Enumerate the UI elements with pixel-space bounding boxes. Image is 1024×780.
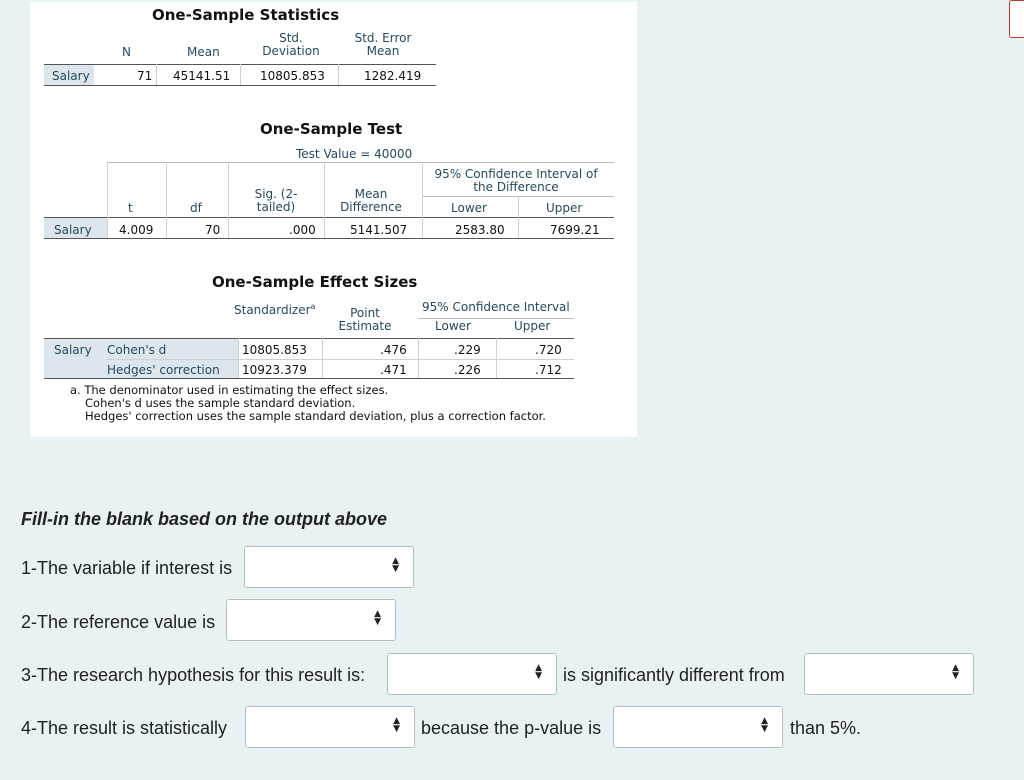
cell-mean: 45141.51	[173, 69, 231, 83]
q4-middle-text: because the p-value is	[421, 718, 602, 738]
q4-text: 4-The result is statistically	[21, 718, 228, 738]
row-label: Salary	[52, 69, 90, 83]
cell-upper: .720	[535, 343, 562, 357]
cell-sig: .000	[289, 223, 316, 237]
footnote: Hedges' correction uses the sample standard deviation, plus a correction factor.	[85, 409, 546, 423]
cell-t: 4.009	[119, 223, 154, 237]
header-sig: Sig. (2- tailed)	[254, 187, 298, 214]
q2-select[interactable]	[226, 599, 396, 641]
cell-mean-difference: 5141.507	[350, 223, 408, 237]
variable-label: Salary	[54, 343, 92, 357]
header-upper: Upper	[546, 201, 583, 215]
q3-middle-text: is significantly different from	[563, 665, 785, 685]
cell-n: 71	[137, 69, 153, 83]
up-down-arrows-icon: ▲ ▼	[952, 663, 959, 681]
header-lower: Lower	[451, 201, 487, 215]
cell-point-estimate: .476	[380, 343, 407, 357]
q1-select[interactable]	[244, 546, 414, 588]
top-right-control[interactable]	[1009, 0, 1024, 38]
cell-standardizer: 10923.379	[242, 363, 307, 377]
header-std-error-mean: Std. Error Mean	[354, 31, 412, 58]
cell-lower: .226	[454, 363, 481, 377]
header-upper: Upper	[514, 319, 551, 333]
cell-lower: .229	[454, 343, 481, 357]
q3-select-2[interactable]	[804, 653, 974, 695]
header-mean-difference: Mean Difference	[340, 187, 402, 214]
header-mean: Mean	[187, 45, 220, 59]
q1-text: 1-The variable if interest is	[21, 558, 233, 578]
footnote: a. The denominator used in estimating the effect sizes.	[70, 383, 389, 397]
up-down-arrows-icon: ▲ ▼	[393, 716, 400, 734]
row-label: Salary	[54, 223, 92, 237]
measure-label: Cohen's d	[107, 343, 167, 357]
cell-point-estimate: .471	[380, 363, 407, 377]
cell-upper: 7699.21	[550, 223, 600, 237]
cell-lower: 2583.80	[455, 223, 505, 237]
measure-label: Hedges' correction	[107, 363, 220, 377]
test-title: One-Sample Test	[260, 120, 403, 138]
header-lower: Lower	[435, 319, 471, 333]
up-down-arrows-icon: ▲ ▼	[535, 663, 542, 681]
cell-upper: .712	[535, 363, 562, 377]
up-down-arrows-icon: ▲ ▼	[374, 609, 381, 627]
q4-end-text: than 5%.	[790, 718, 862, 738]
q2-text: 2-The reference value is	[21, 612, 216, 632]
header-ci: 95% Confidence Interval of the Difference	[434, 167, 598, 194]
statistics-title: One-Sample Statistics	[152, 6, 340, 24]
cell-std-deviation: 10805.853	[260, 69, 325, 83]
q4-select-1[interactable]	[245, 706, 415, 748]
test-value: Test Value = 40000	[296, 147, 413, 161]
q4-select-2[interactable]	[613, 706, 783, 748]
effect-sizes-title: One-Sample Effect Sizes	[212, 273, 418, 291]
header-std-deviation: Std. Deviation	[262, 31, 320, 58]
cell-std-error-mean: 1282.419	[364, 69, 422, 83]
cell-standardizer: 10805.853	[242, 343, 307, 357]
header-t: t	[128, 201, 133, 215]
q3-select-1[interactable]	[387, 653, 557, 695]
footnote: Cohen's d uses the sample standard deviation.	[85, 396, 356, 410]
header-standardizer: Standardizer$^a$	[234, 302, 316, 317]
cell-df: 70	[205, 223, 221, 237]
q3-text: 3-The research hypothesis for this result is:	[21, 665, 366, 685]
header-n: N	[122, 45, 131, 59]
header-ci: 95% Confidence Interval	[422, 300, 570, 314]
up-down-arrows-icon: ▲ ▼	[761, 716, 768, 734]
header-df: df	[190, 201, 202, 215]
header-point-estimate: Point Estimate	[338, 306, 392, 333]
quiz-heading: Fill-in the blank based on the output above	[21, 509, 388, 529]
up-down-arrows-icon: ▲ ▼	[392, 556, 399, 574]
spss-output-image	[30, 2, 637, 437]
